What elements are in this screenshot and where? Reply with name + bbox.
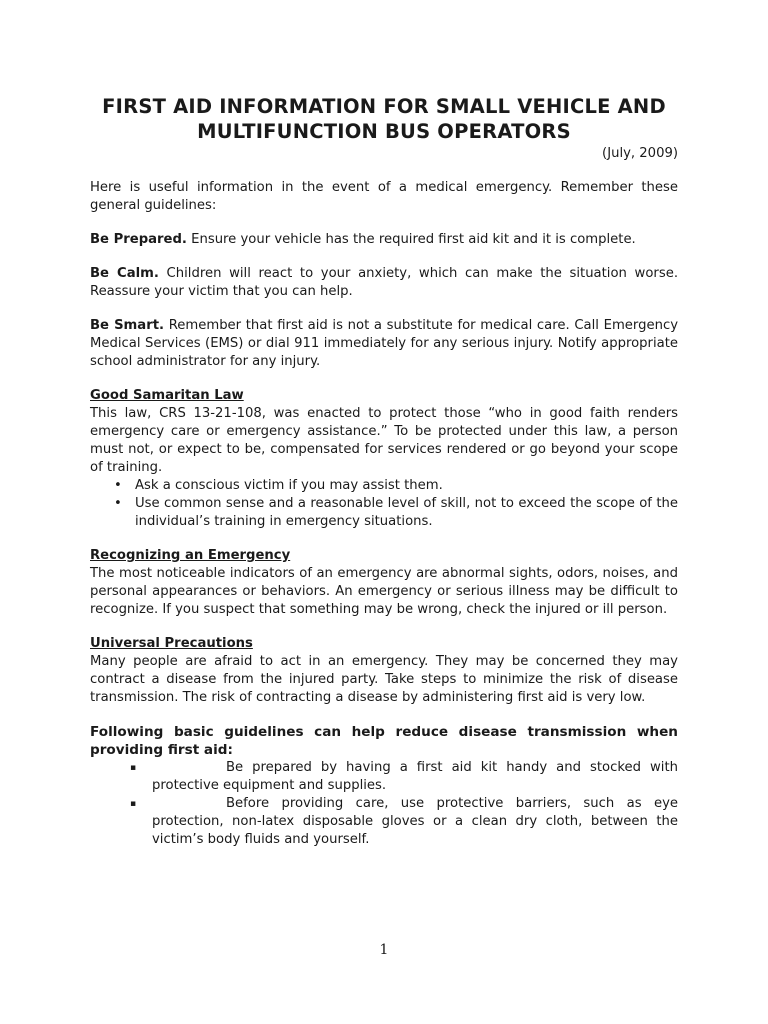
list-item-text: Be prepared by having a first aid kit handy and stocked with protective equipment and supplies.	[152, 760, 678, 793]
square-bullet-icon: ▪	[130, 763, 137, 773]
be-smart-text: Remember that first aid is not a substitute for medical care. Call Emergency Medical Services (EMS) or dial 911 immediately for any serious injury. Notify appropriate school administrator for any injury.	[90, 318, 679, 369]
document-date: (July, 2009)	[602, 146, 678, 161]
list-item	[90, 477, 678, 495]
precautions-paragraph: Many people are afraid to act in an emergency. They may be concerned they may contract a disease from the injured party. Take steps to minimize the risk of disease transmission. The risk of contracting a disease by administering first aid is very low.	[90, 654, 678, 705]
list-item	[90, 759, 678, 795]
recognizing-paragraph: The most noticeable indicators of an emergency are abnormal sights, odors, noises, and personal appearances or behaviors. An emergency or serious illness may be difficult to recognize. If you suspect that something may be wrong, check the injured or ill person.	[90, 566, 678, 617]
list-item-text: Use common sense and a reasonable level of skill, not to exceed the scope of the individual’s training in emergency situations.	[135, 496, 678, 529]
title-line-2: MULTIFUNCTION BUS OPERATORS	[197, 120, 571, 143]
recognizing-heading: Recognizing an Emergency	[90, 548, 291, 563]
be-calm-lead: Be Calm.	[90, 266, 159, 281]
guidelines-heading: Following basic guidelines can help reduce disease transmission when providing first aid:	[90, 724, 678, 758]
precautions-heading: Universal Precautions	[90, 636, 253, 651]
be-prepared-paragraph	[90, 231, 678, 249]
title-line-1: FIRST AID INFORMATION FOR SMALL VEHICLE AND	[102, 95, 666, 118]
document-body	[90, 94, 678, 849]
bullet-icon: •	[114, 478, 122, 493]
be-smart-lead: Be Smart.	[90, 318, 165, 333]
guidelines-bullet-list	[90, 759, 678, 849]
samaritan-bullet-list	[90, 477, 678, 531]
list-item	[90, 495, 678, 531]
document-title	[90, 94, 678, 144]
intro-paragraph: Here is useful information in the event of a medical emergency. Remember these general guidelines:	[90, 180, 678, 213]
list-item-text: Ask a conscious victim if you may assist them.	[135, 478, 443, 493]
list-item	[90, 795, 678, 849]
list-item-text: Before providing care, use protective barriers, such as eye protection, non-latex disposable gloves or a clean dry cloth, between the victim’s body fluids and yourself.	[152, 796, 678, 847]
square-bullet-icon: ▪	[130, 799, 137, 809]
samaritan-paragraph: This law, CRS 13-21-108, was enacted to protect those “who in good faith renders emergency care or emergency assistance.” To be protected under this law, a person must not, or expect to be, compensated for services rendered or go beyond your scope of training.	[90, 406, 678, 475]
page-number: 1	[379, 942, 389, 958]
be-prepared-lead: Be Prepared.	[90, 232, 187, 247]
samaritan-heading: Good Samaritan Law	[90, 388, 244, 403]
be-calm-text: Children will react to your anxiety, which can make the situation worse. Reassure your victim that you can help.	[90, 266, 679, 299]
be-calm-paragraph	[90, 265, 678, 301]
be-smart-paragraph	[90, 317, 678, 371]
be-prepared-text: Ensure your vehicle has the required first aid kit and it is complete.	[186, 232, 636, 247]
bullet-icon: •	[114, 496, 122, 511]
